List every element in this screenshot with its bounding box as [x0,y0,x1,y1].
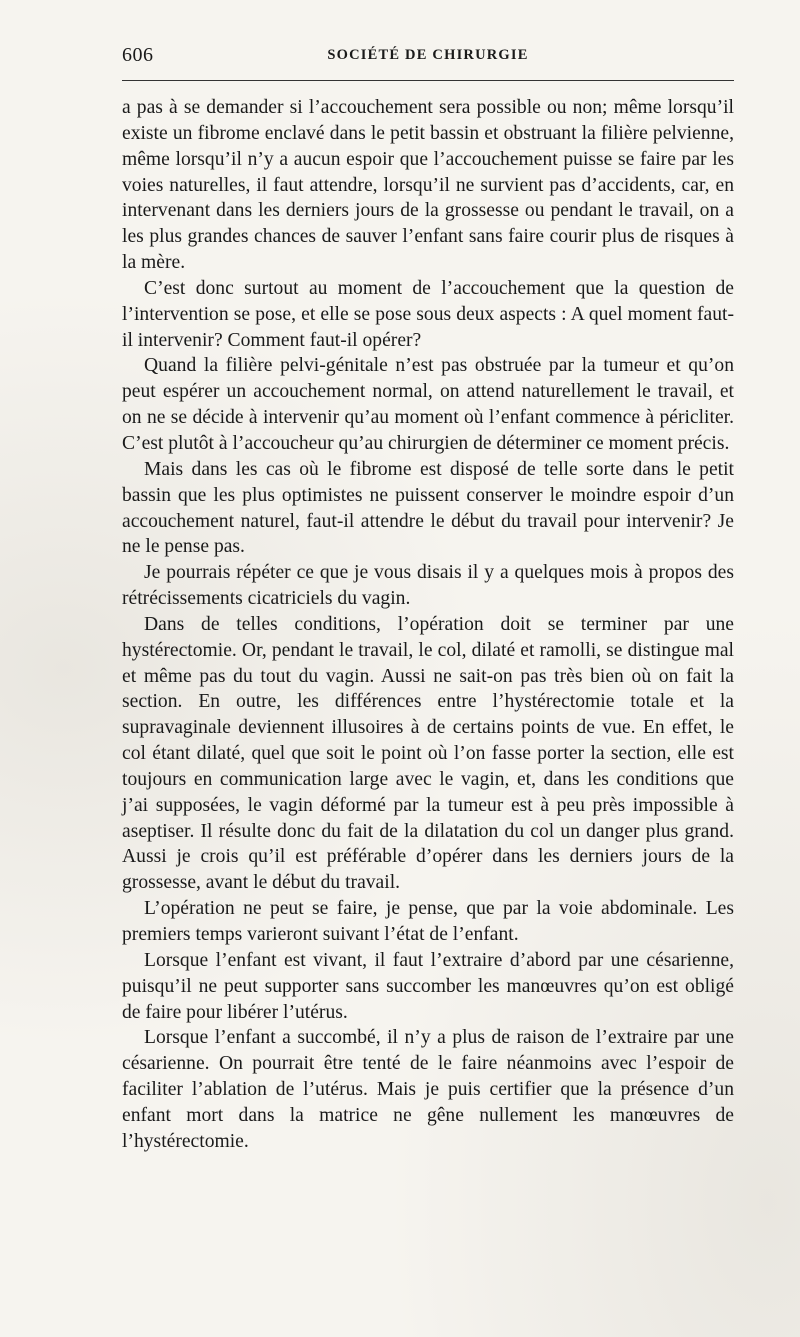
paragraph: a pas à se demander si l’accouchement sera possible ou non; même lorsqu’il existe un fibrome enclavé dans le petit bassin et obstruant la filière pelvienne, même lorsqu’il n’y a aucun espoir que l’accouchement puisse se faire par les voies naturelles, il faut attendre, lorsqu’il ne survient pas d’accidents, car, en intervenant dans les derniers jours de la grossesse ou pendant le travail, on a les plus grandes chances de sauver l’enfant sans faire courir plus de risques à la mère. [122,97,734,274]
paragraph: Dans de telles conditions, l’opération doit se terminer par une hystérectomie. Or, pendant le travail, le col, dilaté et ramolli, se distingue mal et même pas du tout du vagin. Aussi ne sait-on pas très bien où on fait la section. En outre, les différences entre l’hystérectomie totale et la supravaginale deviennent illusoires à de certains points de vue. En effet, le col étant dilaté, quel que soit le point où l’on fasse porter la section, elle est toujours en communication large avec le vagin, et, dans les conditions que j’ai supposées, le vagin déformé par la tumeur est à peu près impossible à aseptiser. Il résulte donc du fait de la dilatation du col un danger plus grand. Aussi je crois qu’il est préférable d’opérer dans les derniers jours de la grossesse, avant le début du travail. [122,613,734,894]
body-text [122,95,734,1155]
header-rule [122,80,734,81]
running-head [122,44,734,70]
paragraph: L’opération ne peut se faire, je pense, que par la voie abdominale. Les premiers temps varieront suivant l’état de l’enfant. [122,898,734,945]
paragraph: Je pourrais répéter ce que je vous disais il y a quelques mois à propos des rétrécissements cicatriciels du vagin. [122,562,734,610]
paragraph: Mais dans les cas où le fibrome est disposé de telle sorte dans le petit bassin que les plus optimistes ne puissent conserver le moindre espoir d’un accouchement naturel, faut-il attendre le début du travail pour intervenir? Je ne le pense pas. [122,458,734,558]
paragraph: Lorsque l’enfant a succombé, il n’y a plus de raison de l’extraire par une césarienne. On pourrait être tenté de le faire néanmoins avec l’espoir de faciliter l’ablation de l’utérus. Mais je puis certifier que la présence d’un enfant mort dans la matrice ne gêne nullement les manœuvres de l’hystérectomie. [122,1027,734,1152]
running-title: SOCIÉTÉ DE CHIRURGIE [327,47,529,63]
paragraph: C’est donc surtout au moment de l’accouchement que la question de l’intervention se pose, et elle se pose sous deux aspects : A quel moment faut-il intervenir? Comment faut-il opérer? [122,277,734,351]
page-number: 606 [122,44,154,66]
paragraph: Quand la filière pelvi-génitale n’est pas obstruée par la tumeur et qu’on peut espérer un accouchement normal, on attend naturellement le travail, et on ne se décide à intervenir qu’au moment où l’enfant commence à péricliter. C’est plutôt à l’accoucheur qu’au chirurgien de déterminer ce moment précis. [122,355,734,454]
paragraph: Lorsque l’enfant est vivant, il faut l’extraire d’abord par une césarienne, puisqu’il ne peut supporter sans succomber les manœuvres qu’on est obligé de faire pour libérer l’utérus. [122,949,734,1023]
